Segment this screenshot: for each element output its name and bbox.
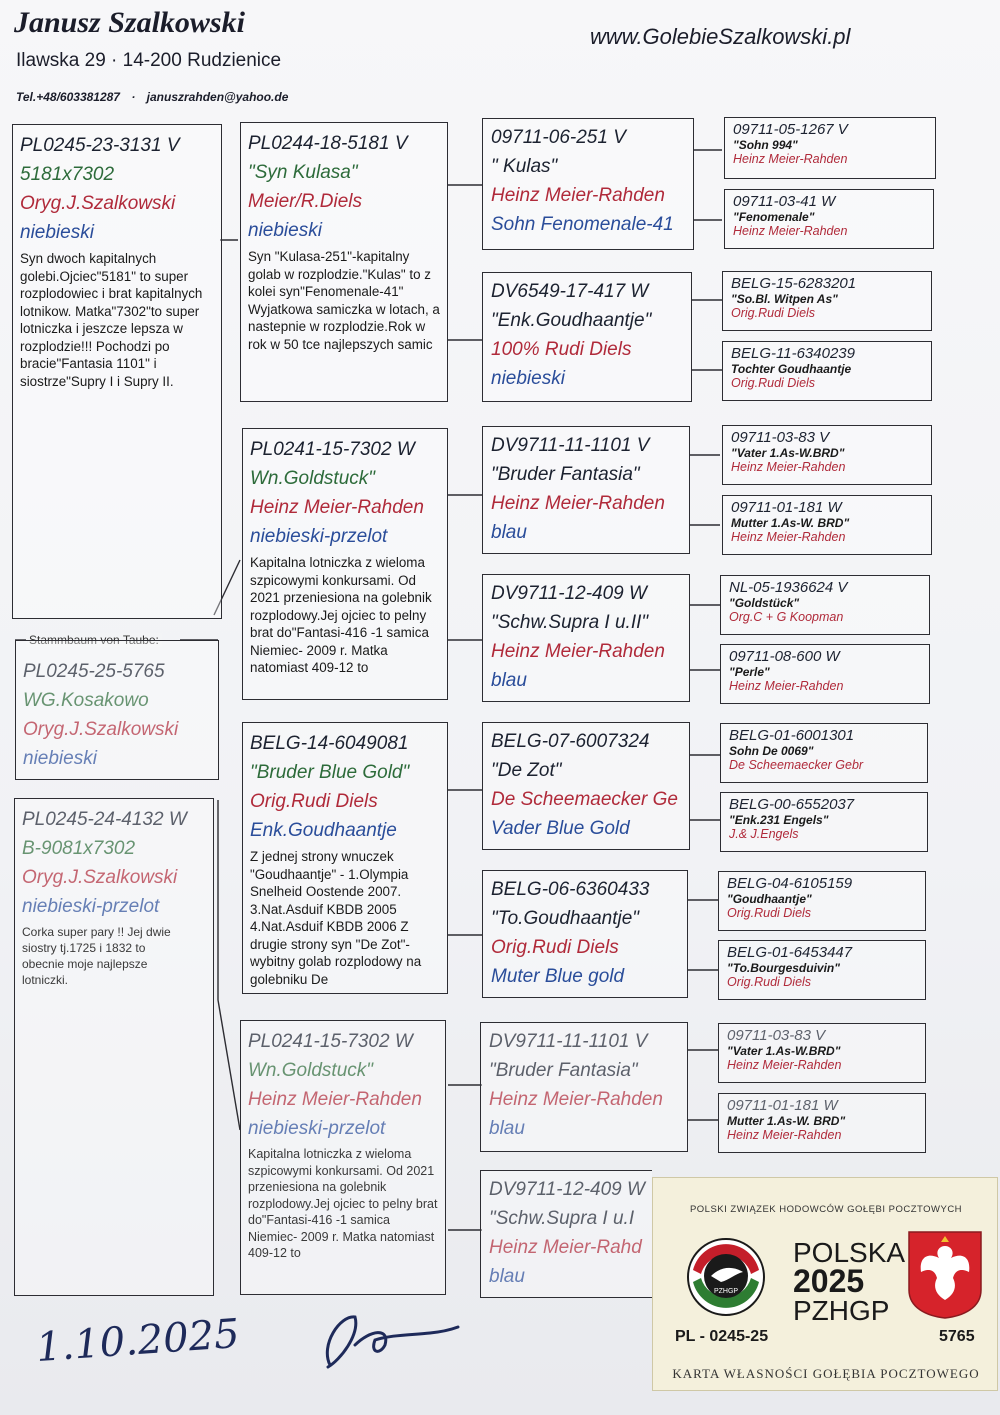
pigeon-name: "Sohn 994": [733, 138, 798, 152]
subject2-box: [15, 640, 219, 780]
ring-number: BELG-01-6453447: [727, 944, 853, 961]
gen2-box-5: [482, 722, 690, 850]
breeder: Orig.Rudi Diels: [727, 906, 812, 920]
gen3-box-5: [722, 425, 932, 485]
ring-number: BELG-14-6049081: [250, 733, 409, 754]
breeder: Heinz Meier-Rahden: [731, 460, 846, 474]
stammbaum-label: Stammbaum von Taube:: [26, 633, 162, 647]
color: niebieski: [248, 220, 322, 241]
breeder: De Scheemaecker Ge: [491, 789, 678, 810]
gen3-box-6: [722, 495, 932, 555]
owner-address: Ilawska 29 · 14-200 Rudzienice: [16, 50, 282, 71]
gen1-box-1: [240, 122, 448, 402]
gen2-box-3: [482, 426, 690, 554]
pigeon-name: Wn.Goldstuck": [250, 468, 376, 489]
card-organization: POLSKI ZWIĄZEK HODOWCÓW GOŁĘBI POCZTOWYCH: [689, 1204, 963, 1215]
breeder: Heinz Meier-Rahden: [248, 1089, 422, 1110]
subject-box: [12, 124, 222, 619]
gen3-box-13: [718, 1023, 926, 1083]
ring-number: BELG-15-6283201: [731, 275, 857, 292]
breeder: Heinz Meier-Rahd: [489, 1237, 642, 1258]
breeder: De Scheemaecker Gebr: [729, 758, 864, 772]
color: blau: [491, 670, 527, 691]
logo-text: PZHGP: [713, 1288, 739, 1295]
pigeon-name: "Perle": [729, 665, 770, 679]
gen3-box-3: [722, 271, 932, 331]
color: Sohn Fenomenale-41: [491, 214, 674, 235]
card-number: 5765: [939, 1328, 975, 1345]
breeder: Heinz Meier-Rahden: [733, 152, 848, 166]
pigeon-name: Sohn De 0069": [729, 744, 814, 758]
gen3-box-11: [718, 871, 926, 931]
card-country: POLSKA: [793, 1237, 906, 1268]
polish-eagle-icon: [905, 1228, 985, 1320]
gen2-box-2: [482, 272, 692, 402]
pigeon-name: "Bruder Fantasia": [491, 464, 640, 485]
owner-name: Janusz Szalkowski: [14, 6, 245, 39]
gen3-box-9: [720, 723, 928, 783]
breeder: Orig.Rudi Diels: [731, 376, 816, 390]
breeder: Oryg.J.Szalkowski: [23, 719, 179, 740]
color: niebieski-przelot: [250, 526, 388, 547]
pigeon-name: "Schw.Supra I u.I: [489, 1208, 635, 1229]
breeder: Heinz Meier-Rahden: [729, 679, 844, 693]
breeder: Orig.Rudi Diels: [491, 937, 619, 958]
separator: ·: [131, 90, 136, 104]
ring-number: NL-05-1936624 V: [729, 579, 848, 596]
color: niebieski: [491, 368, 565, 389]
ring-number: PL0245-25-5765: [23, 661, 165, 682]
gen2-box-4: [482, 574, 690, 702]
breeder: Heinz Meier-Rahden: [733, 224, 848, 238]
breeder: Oryg.J.Szalkowski: [22, 867, 178, 888]
breeder: Heinz Meier-Rahden: [491, 493, 665, 514]
pigeon-name: "Goudhaantje": [727, 892, 812, 906]
card-abbr: PZHGP: [793, 1295, 890, 1326]
gen2-box-6: [482, 870, 688, 998]
breeder: 100% Rudi Diels: [491, 339, 632, 360]
dam-box: [14, 798, 214, 1296]
description: Syn dwoch kapitalnych golebi.Ojciec"5181" to super rozplodowiec i brat kapitalnych lotnikow. Matka"7302"to super lotniczka i jeszcze lepsza w rozplodzie!!! Pochodzi po bracie"Fantasia 1101" i siostrze"Supry I i Supry II.: [20, 251, 203, 389]
breeder: Heinz Meier-Rahden: [250, 497, 424, 518]
gen2-box-1: [482, 118, 694, 250]
pigeon-name: "Bruder Fantasia": [489, 1060, 638, 1081]
gen2-box-7: [480, 1022, 688, 1152]
gen3-box-10: [720, 792, 928, 852]
signature-date: 1.10.2025: [34, 1310, 241, 1372]
pigeon-name: "Goldstück": [729, 596, 800, 610]
ring-number: BELG-06-6360433: [491, 879, 650, 900]
ring-number: PL0241-15-7302 W: [248, 1031, 413, 1052]
pigeon-name: Mutter 1.As-W. BRD": [731, 516, 850, 530]
description: Syn "Kulasa-251"-kapitalny golab w rozplodzie."Kulas" to z kolei syn"Fenomenale-41" Wyjatkowa samiczka w lotach, a nastepnie w rozplodzie.Rok w rok w 50 tce najlepszych samic: [248, 249, 440, 352]
breeder: Orig.Rudi Diels: [731, 306, 816, 320]
gen3-box-14: [718, 1093, 926, 1153]
ring-number: 09711-03-83 V: [731, 429, 830, 446]
ring-number: DV9711-12-409 W: [491, 583, 647, 604]
breeder: J.& J.Engels: [729, 827, 799, 841]
ring-number: DV9711-12-409 W: [489, 1179, 645, 1200]
pigeon-name: "To.Bourgesduivin": [727, 961, 840, 975]
ring-number: BELG-07-6007324: [491, 731, 650, 752]
color: blau: [491, 522, 527, 543]
pigeon-name: "Syn Kulasa": [248, 162, 358, 183]
pigeon-name: "So.Bl. Witpen As": [731, 292, 838, 306]
gen1-box-2: [242, 428, 448, 700]
pairing: WG.Kosakowo: [23, 690, 149, 711]
ring-number: 09711-06-251 V: [491, 127, 626, 148]
pzhgp-logo-icon: [681, 1230, 771, 1320]
color: Enk.Goudhaantje: [250, 820, 397, 841]
description: Kapitalna lotniczka z wieloma szpicowymi konkursami. Od 2021 przeniesiona na golebnik rozplodowy.Jej ojciec to pelny brat do"Fantasi-416 -1 samica Niemiec- 2009 r. Matka natomiast 409-12 to: [250, 555, 432, 675]
pigeon-name: "Schw.Supra I u.II": [491, 612, 649, 633]
breeder: Orig.Rudi Diels: [250, 791, 378, 812]
color: niebieski: [20, 222, 94, 243]
breeder: Heinz Meier-Rahden: [731, 530, 846, 544]
breeder: Heinz Meier-Rahden: [727, 1128, 842, 1142]
ring-number: PL0245-24-4132 W: [22, 809, 187, 830]
pigeon-name: "De Zot": [491, 760, 562, 781]
ring-number: 09711-03-41 W: [733, 193, 836, 210]
ring-number: BELG-04-6105159: [727, 875, 853, 892]
website-link[interactable]: www.GolebieSzalkowski.pl: [590, 24, 851, 49]
gen3-box-1: [724, 117, 936, 179]
gen1-box-4: [240, 1020, 446, 1295]
pigeon-name: "Bruder Blue Gold": [250, 762, 410, 783]
ring-number: 09711-08-600 W: [729, 648, 840, 665]
description: Z jednej strony wnuczek "Goudhaantje" - 1.Olympia Snelheid Oostende 2007. 3.Nat.Asduif KBDB 2005 4.Nat.Asduif KBDB 2006 Z drugie strony syn "De Zot"- wybitny golab rozplodowy na golebniku De: [250, 849, 422, 987]
pairing: 5181x7302: [20, 164, 115, 185]
card-title: [793, 1238, 905, 1325]
gen3-box-2: [724, 189, 934, 249]
ring-number: PL0244-18-5181 V: [248, 133, 408, 154]
pigeon-name: "Enk.Goudhaantje": [491, 310, 652, 331]
ring-number: BELG-11-6340239: [731, 345, 855, 362]
color: niebieski-przelot: [248, 1118, 386, 1139]
breeder: Oryg.J.Szalkowski: [20, 193, 176, 214]
breeder: Heinz Meier-Rahden: [491, 641, 665, 662]
ring-number: PL0241-15-7302 W: [250, 439, 415, 460]
gen2-box-8: [480, 1170, 652, 1298]
pigeon-name: "Fenomenale": [733, 210, 815, 224]
color: blau: [489, 1118, 525, 1139]
description: Kapitalna lotniczka z wieloma szpicowymi konkursami. Od 2021 przeniesiona na golebnik rozplodowy.Jej ojciec to pelny brat do"Fantasi-416 -1 samica Niemiec- 2009 r. Matka natomiast 409-12 to: [248, 1147, 438, 1260]
gen3-box-12: [718, 940, 926, 1000]
breeder: Meier/R.Diels: [248, 191, 363, 212]
pigeon-name: "Vater 1.As-W.BRD": [731, 446, 845, 460]
color: Vader Blue Gold: [491, 818, 630, 839]
ownership-card: [652, 1177, 998, 1391]
breeder: Heinz Meier-Rahden: [489, 1089, 663, 1110]
phone-number: Tel.+48/603381287: [16, 90, 120, 104]
ring-number: 09711-01-181 W: [731, 499, 842, 516]
color: niebieski: [23, 748, 97, 769]
breeder: Heinz Meier-Rahden: [727, 1058, 842, 1072]
pigeon-name: Tochter Goudhaantje: [731, 362, 852, 376]
handwritten-signature: [300, 1305, 460, 1380]
pigeon-name: "Enk.231 Engels": [729, 813, 829, 827]
ring-number: BELG-01-6001301: [729, 727, 855, 744]
breeder: Heinz Meier-Rahden: [491, 185, 665, 206]
pigeon-name: "Vater 1.As-W.BRD": [727, 1044, 841, 1058]
ring-number: BELG-00-6552037: [729, 796, 855, 813]
card-footer: KARTA WŁASNOŚCI GOŁĘBIA POCZTOWEGO: [672, 1366, 980, 1381]
pigeon-name: "To.Goudhaantje": [491, 908, 640, 929]
color: niebieski-przelot: [22, 896, 160, 917]
pigeon-name: Wn.Goldstuck": [248, 1060, 374, 1081]
description: Corka super pary !! Jej dwie siostry tj.1725 i 1832 to obecnie moje najlepsze lotniczki.: [22, 925, 171, 987]
breeder: Orig.Rudi Diels: [727, 975, 812, 989]
gen3-box-4: [722, 341, 932, 401]
ring-number: DV9711-11-1101 V: [491, 435, 650, 456]
ring-number: 09711-03-83 V: [727, 1027, 826, 1044]
ring-number: DV6549-17-417 W: [491, 281, 649, 302]
gen3-box-8: [720, 644, 930, 704]
card-ring-number: PL - 0245-25: [675, 1328, 769, 1345]
breeder: Org.C + G Koopman: [729, 610, 844, 624]
ring-number: 09711-01-181 W: [727, 1097, 838, 1114]
email-address[interactable]: januszrahden@yahoo.de: [146, 90, 289, 104]
color: blau: [489, 1266, 525, 1287]
pairing: B-9081x7302: [22, 838, 136, 859]
pigeon-name: Mutter 1.As-W. BRD": [727, 1114, 846, 1128]
gen3-box-7: [720, 575, 930, 635]
ring-number: DV9711-11-1101 V: [489, 1031, 648, 1052]
pigeon-name: " Kulas": [491, 156, 558, 177]
color: Muter Blue gold: [491, 966, 625, 987]
gen1-box-3: [242, 722, 448, 994]
ring-number: 09711-05-1267 V: [733, 121, 848, 138]
card-year: 2025: [793, 1263, 865, 1299]
ring-number: PL0245-23-3131 V: [20, 135, 180, 156]
